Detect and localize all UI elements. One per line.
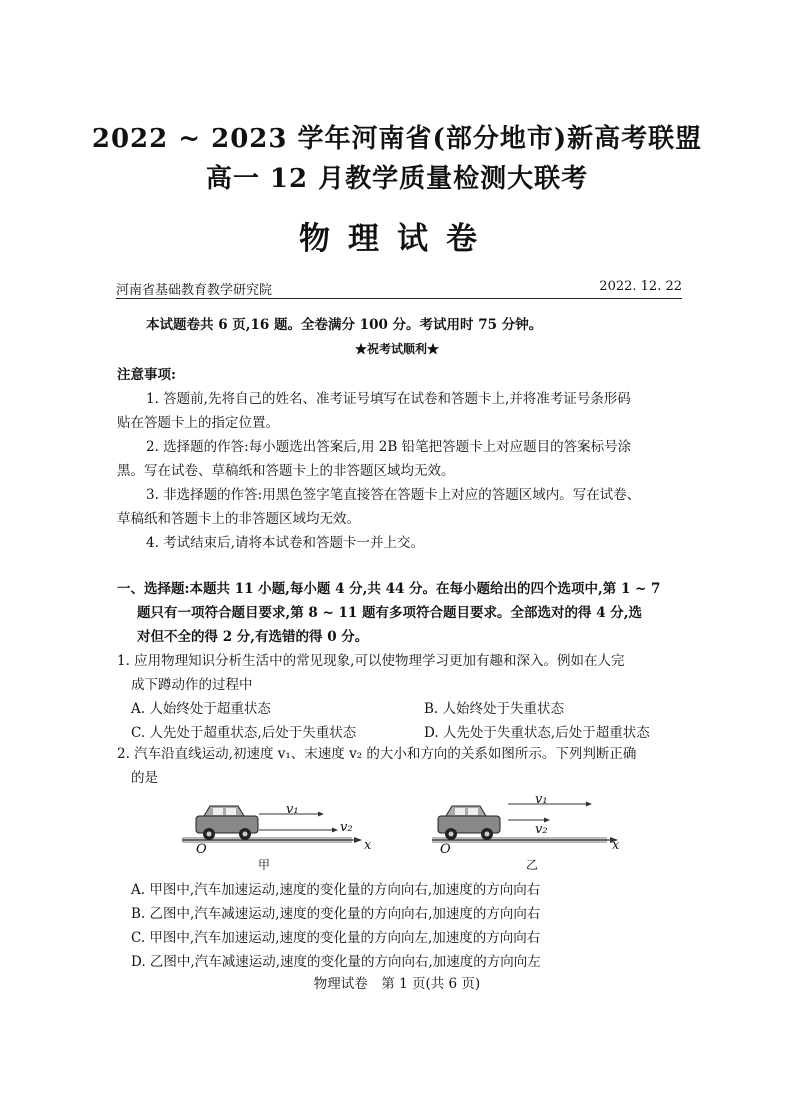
figure-jia bbox=[182, 806, 362, 843]
note-1-line-2: 贴在答题卡上的指定位置。 bbox=[117, 415, 279, 431]
q1-option-d: D. 人先处于失重状态,后处于超重状态 bbox=[424, 725, 650, 741]
q2-option-c: C. 甲图中,汽车加速运动,速度的变化量的方向向左,加速度的方向向右 bbox=[131, 930, 541, 946]
q2-stem-line-2: 的是 bbox=[131, 770, 158, 786]
header-divider bbox=[116, 298, 682, 299]
car-icon bbox=[196, 806, 258, 840]
note-2-line-1: 2. 选择题的作答:每小题选出答案后,用 2B 铅笔把答题卡上对应题目的答案标号涂 bbox=[146, 439, 632, 455]
q1-option-a: A. 人始终处于超重状态 bbox=[131, 701, 271, 717]
q2-option-d: D. 乙图中,汽车减速运动,速度的变化量的方向向右,加速度的方向向左 bbox=[131, 954, 541, 970]
v1-label-left: v₁ bbox=[286, 802, 299, 817]
x-axis-left-arrow bbox=[354, 837, 362, 843]
v2-label-left: v₂ bbox=[340, 820, 353, 835]
car-icon bbox=[438, 806, 500, 840]
v2-label-right: v₂ bbox=[535, 822, 548, 837]
q1-option-b: B. 人始终处于失重状态 bbox=[424, 701, 565, 717]
title-line-2: 高一 12 月教学质量检测大联考 bbox=[205, 164, 589, 194]
q2-option-b: B. 乙图中,汽车减速运动,速度的变化量的方向向右,加速度的方向向右 bbox=[131, 906, 541, 922]
page-footer: 物理试卷 第 1 页(共 6 页) bbox=[313, 976, 481, 992]
origin-label-right: O bbox=[440, 842, 451, 857]
caption-jia: 甲 bbox=[258, 858, 271, 872]
source-institute: 河南省基础教育教学研究院 bbox=[116, 283, 273, 298]
axis-label-left: x bbox=[364, 838, 372, 853]
note-4: 4. 考试结束后,请将本试卷和答题卡一并上交。 bbox=[146, 535, 424, 551]
note-1-line-1: 1. 答题前,先将自己的姓名、准考证号填写在试卷和答题卡上,并将准考证号条形码 bbox=[146, 391, 631, 407]
section1-line-2: 题只有一项符合题目要求,第 8 ~ 11 题有多项符合题目要求。全部选对的得 4 分,选 bbox=[137, 605, 642, 621]
exam-date: 2022. 12. 22 bbox=[599, 279, 682, 294]
caption-yi: 乙 bbox=[526, 858, 539, 872]
q2-option-a: A. 甲图中,汽车加速运动,速度的变化量的方向向右,加速度的方向向右 bbox=[131, 882, 541, 898]
v1-label-right: v₁ bbox=[535, 792, 548, 807]
section1-line-1: 一、选择题:本题共 11 小题,每小题 4 分,共 44 分。在每小题给出的四个选项中,第 1 ~ 7 bbox=[117, 581, 661, 597]
q1-stem-line-1: 1. 应用物理知识分析生活中的常见现象,可以使物理学习更加有趣和深入。例如在人完 bbox=[117, 653, 625, 669]
origin-label-left: O bbox=[196, 842, 207, 857]
note-3-line-2: 草稿纸和答题卡上的非答题区域均无效。 bbox=[117, 511, 360, 527]
title-line-1: 2022 ~ 2023 学年河南省(部分地市)新高考联盟 bbox=[91, 124, 703, 154]
section1-line-3: 对但不全的得 2 分,有选错的得 0 分。 bbox=[137, 629, 369, 645]
note-3-line-1: 3. 非选择题的作答:用黑色签字笔直接答在答题卡上对应的答题区域内。写在试卷、 bbox=[146, 487, 641, 503]
velocity-figure bbox=[182, 790, 622, 870]
figure-yi bbox=[432, 802, 618, 844]
q1-option-c: C. 人先处于超重状态,后处于失重状态 bbox=[131, 725, 357, 741]
q1-stem-line-2: 成下蹲动作的过程中 bbox=[131, 677, 253, 693]
notes-heading: 注意事项: bbox=[117, 367, 176, 383]
subject-title: 物理试卷 bbox=[299, 221, 495, 257]
good-luck: ★祝考试顺利★ bbox=[354, 342, 439, 356]
note-2-line-2: 黑。写在试卷、草稿纸和答题卡上的非答题区域均无效。 bbox=[117, 463, 455, 479]
exam-summary: 本试题卷共 6 页,16 题。全卷满分 100 分。考试用时 75 分钟。 bbox=[146, 317, 543, 333]
q2-stem-line-1: 2. 汽车沿直线运动,初速度 v₁、末速度 v₂ 的大小和方向的关系如图所示。下列判断正确 bbox=[117, 746, 637, 762]
axis-label-right: x bbox=[612, 838, 620, 853]
